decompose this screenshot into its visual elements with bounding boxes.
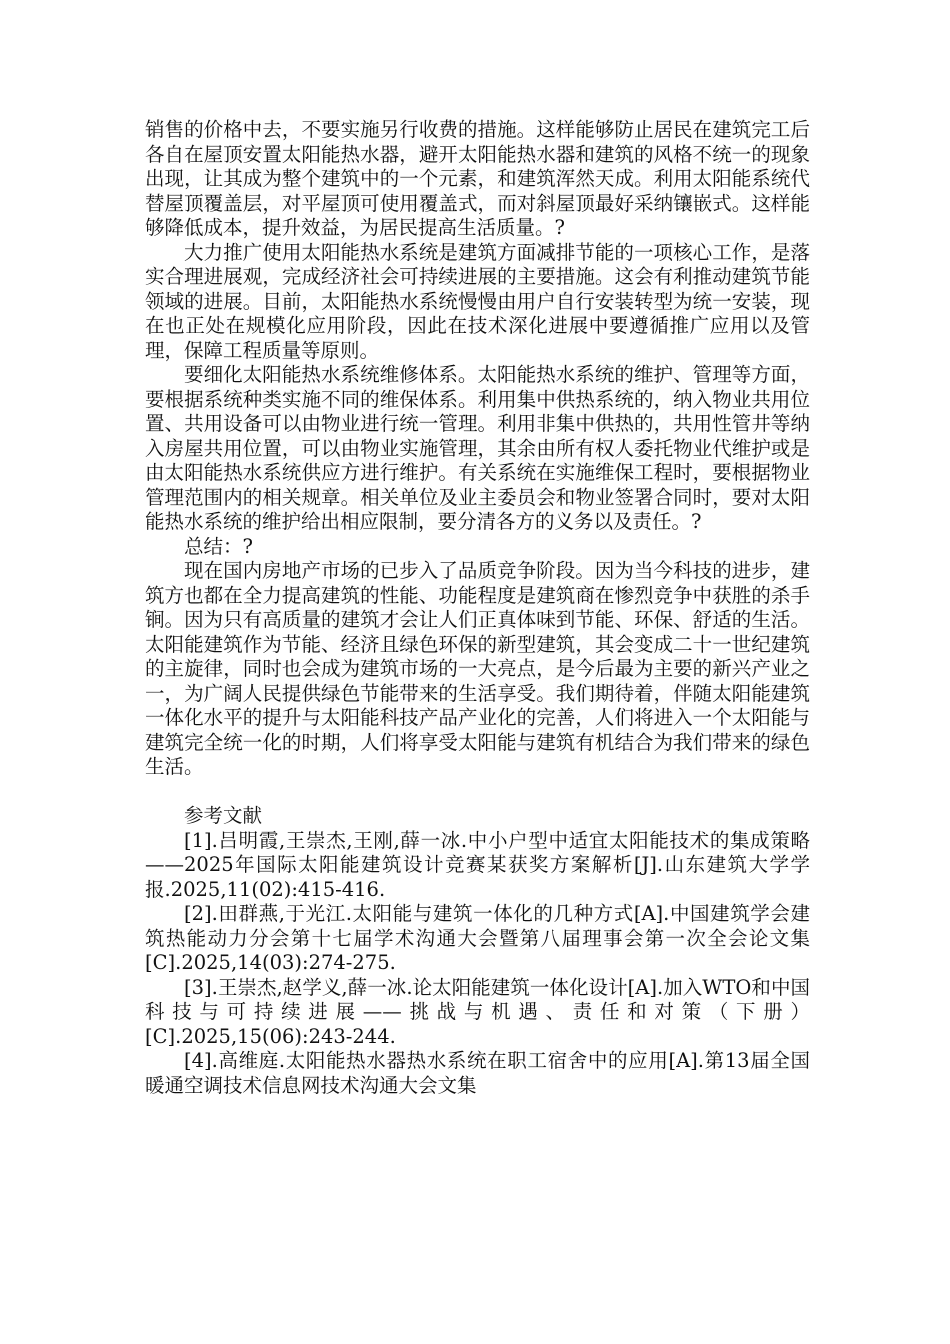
reference-item: [4].高维庭.太阳能热水器热水系统在职工宿舍中的应用[A].第13届全国暖通空调技术信息网技术沟通大会文集 bbox=[145, 1049, 810, 1097]
reference-item: [1].吕明霞,王崇杰,王刚,薛一冰.中小户型中适宜太阳能技术的集成策略——2025年国际太阳能建筑设计竞赛某获奖方案解析[J].山东建筑大学学报.2025,11(02):415-416. bbox=[145, 828, 810, 901]
reference-item: [2].田群燕,于光江.太阳能与建筑一体化的几种方式[A].中国建筑学会建筑热能动力分会第十七届学术沟通大会暨第八届理事会第一次全会论文集[C].2025,14(03):274-275. bbox=[145, 902, 810, 974]
body-paragraph-summary: 现在国内房地产市场的已步入了品质竞争阶段。因为当今科技的进步，建筑方也都在全力提高建筑的性能、功能程度是建筑商在惨烈竞争中获胜的杀手锏。因为只有高质量的建筑才会让人们正真体味到节能、环保、舒适的生活。太阳能建筑作为节能、经济且绿色环保的新型建筑，其会变成二十一世纪建筑的主旋律，同时也会成为建筑市场的一大亮点，是今后最为主要的新兴产业之一，为广阔人民提供绿色节能带来的生活享受。我们期待着，伴随太阳能建筑一体化水平的提升与太阳能科技产品产业化的完善，人们将进入一个太阳能与建筑完全统一化的时期，人们将享受太阳能与建筑有机结合为我们带来的绿色生活。 bbox=[145, 559, 810, 778]
section-spacer bbox=[145, 780, 810, 805]
body-paragraph-promotion: 大力推广使用太阳能热水系统是建筑方面减排节能的一项核心工作，是落实合理进展观，完成经济社会可持续进展的主要措施。这会有利推动建筑节能领域的进展。目前，太阳能热水系统慢慢由用户自行安装转型为统一安装，现在也正处在规模化应用阶段，因此在技术深化进展中要遵循推广应用以及管理，保障工程质量等原则。 bbox=[145, 240, 810, 362]
document-page bbox=[145, 118, 810, 1098]
body-paragraph-continuation: 销售的价格中去，不要实施另行收费的措施。这样能够防止居民在建筑完工后各自在屋顶安置太阳能热水器，避开太阳能热水器和建筑的风格不统一的现象出现，让其成为整个建筑中的一个元素，和建筑浑然天成。利用太阳能系统代替屋顶覆盖层，对平屋顶可使用覆盖式，而对斜屋顶最好采纳镶嵌式。这样能够降低成本，提升效益，为居民提高生活质量。? bbox=[145, 118, 810, 239]
references-heading: 参考文献 bbox=[184, 804, 263, 827]
reference-item: [3].王崇杰,赵学义,薛一冰.论太阳能建筑一体化设计[A].加入WTO和中国科技与可持续进展——挑战与机遇、责任和对策（下册）[C].2025,15(06):243-244. bbox=[145, 975, 810, 1048]
summary-heading: 总结：? bbox=[184, 534, 253, 558]
body-paragraph-maintenance: 要细化太阳能热水系统维修体系。太阳能热水系统的维护、管理等方面，要根据系统种类实施不同的维保体系。利用集中供热系统的，纳入物业共用位置、共用设备可以由物业进行统一管理。利用非集中供热的，共用性管井等纳入房屋共用位置，可以由物业实施管理，其余由所有权人委托物业代维护或是由太阳能热水系统供应方进行维护。有关系统在实施维保工程时，要根据物业管理范围内的相关规章。相关单位及业主委员会和物业签署合同时，要对太阳能热水系统的维护给出相应限制，要分清各方的义务以及责任。? bbox=[145, 363, 810, 533]
